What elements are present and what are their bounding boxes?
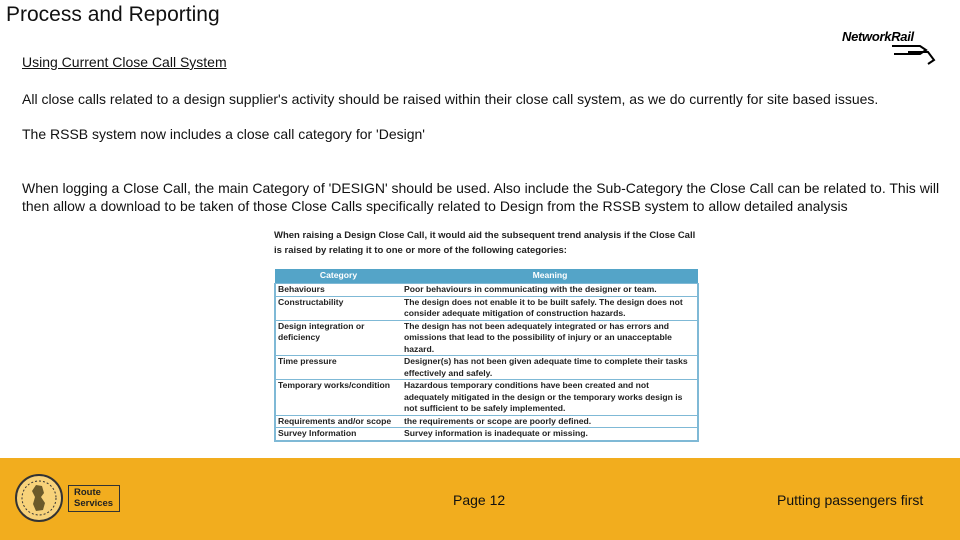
meaning-cell: Designer(s) has not been given adequate time to complete their tasks effectively and safely.: [402, 356, 698, 380]
header-category: Category: [275, 269, 402, 284]
meaning-cell: The design does not enable it to be built safely. The design does not consider adequate mitigation of construction hazards.: [402, 296, 698, 320]
category-cell: Time pressure: [275, 356, 402, 380]
category-cell: Temporary works/condition: [275, 380, 402, 416]
category-cell: Constructability: [275, 296, 402, 320]
category-cell: Requirements and/or scope: [275, 415, 402, 428]
table-row: [275, 380, 698, 416]
category-cell: Design integration or deficiency: [275, 320, 402, 356]
paragraph-1: All close calls related to a design supplier's activity should be raised within their close call system, as we do currently for site based issues.: [22, 91, 879, 107]
category-table: [274, 269, 699, 442]
table-row: [275, 284, 698, 297]
route-services-label-box: [68, 485, 120, 512]
meaning-cell: Hazardous temporary conditions have been created and not adequately mitigated in the design or the temporary works design is not sufficient to be safely implemented.: [402, 380, 698, 416]
meaning-cell: the requirements or scope are poorly defined.: [402, 415, 698, 428]
subtitle: Using Current Close Call System: [22, 54, 227, 70]
header-meaning: Meaning: [402, 269, 698, 284]
table-header-row: [275, 269, 698, 284]
table-row: [275, 428, 698, 441]
document-intro: When raising a Design Close Call, it would aid the subsequent trend analysis if the Close Call is raised by relating it to one or more of the following categories:: [274, 230, 696, 256]
table-row: [275, 320, 698, 356]
footer-bar: [0, 458, 960, 540]
route-services-badge-icon: [14, 473, 64, 523]
meaning-cell: Poor behaviours in communicating with the designer or team.: [402, 284, 698, 297]
network-rail-logo: [842, 28, 934, 68]
table-row: [275, 356, 698, 380]
route-services-label: Route Services: [74, 487, 114, 509]
logo-text: NetworkRail: [842, 29, 914, 44]
meaning-cell: The design has not been adequately integrated or has errors and omissions that lead to the possibility of injury or an unacceptable hazard.: [402, 320, 698, 356]
double-arrow-icon: [890, 40, 936, 66]
paragraph-2: The RSSB system now includes a close call category for 'Design': [22, 126, 425, 142]
slide-title: Process and Reporting: [6, 3, 220, 26]
meaning-cell: Survey information is inadequate or missing.: [402, 428, 698, 441]
page-number: Page 12: [453, 492, 506, 508]
footer-tagline: Putting passengers first: [777, 492, 924, 508]
table-row: [275, 415, 698, 428]
embedded-category-document: [262, 226, 714, 458]
paragraph-3: When logging a Close Call, the main Category of 'DESIGN' should be used. Also include the Sub-Category the Close Call can be related to. This will then allow a download to be taken of those Close Calls specifically related to Design from the RSSB system to allow detailed analysis: [22, 180, 940, 214]
table-row: [275, 296, 698, 320]
category-cell: Survey Information: [275, 428, 402, 441]
category-cell: Behaviours: [275, 284, 402, 297]
